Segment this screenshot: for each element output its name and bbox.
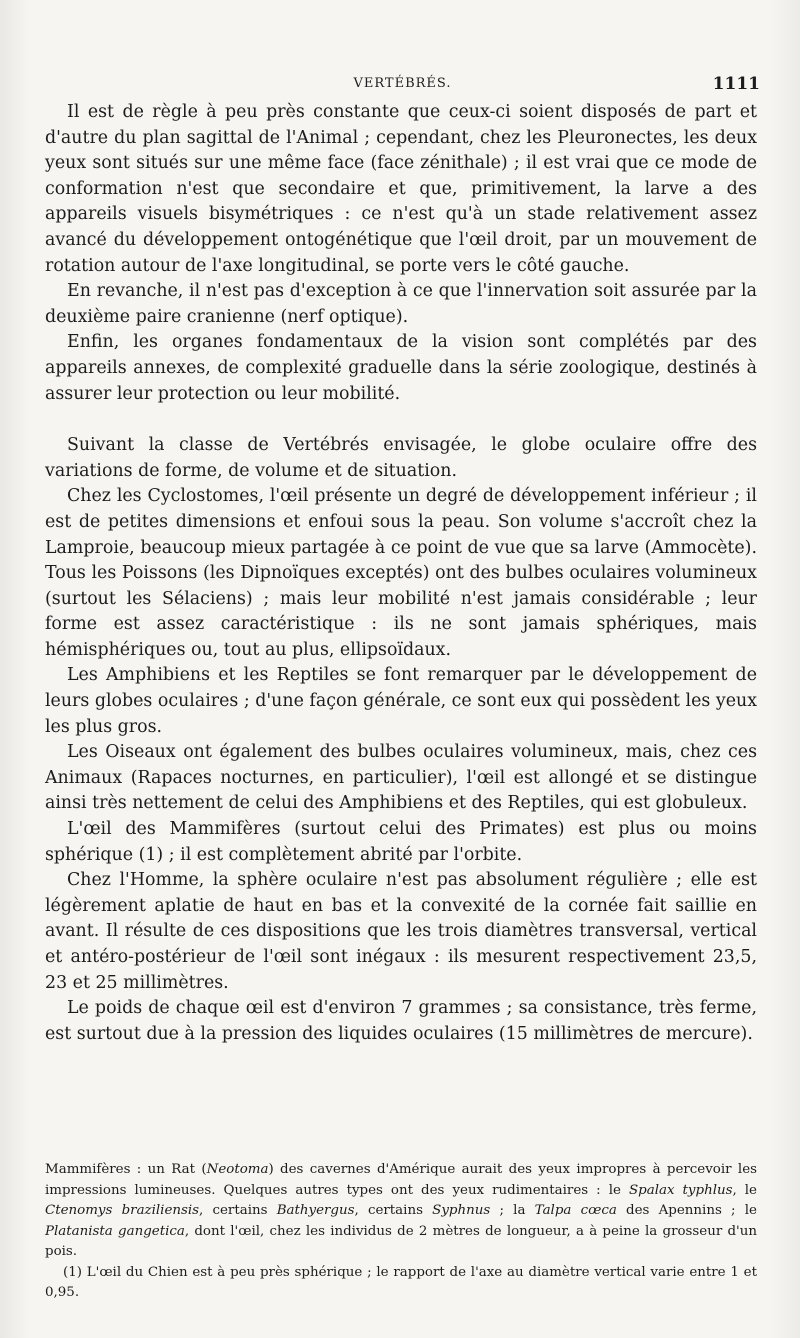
italic-term: Ctenomys braziliensis [45, 1203, 200, 1218]
italic-term: Spalax typhlus [628, 1182, 733, 1198]
paragraph [45, 100, 757, 279]
footnote [45, 1263, 757, 1304]
italic-term: Platanista gangetica [45, 1223, 185, 1239]
paragraph [45, 433, 757, 484]
text-run: Il est de règle à peu près constante que ceux-ci soient disposés de part et d'autre du plan sagittal de l'Animal ; cependant, chez les Pleuronectes, les deux yeux sont situés sur une même face (face zénithale) ; il est vrai que ce mode de conformation n'est que secondaire et que, primitivement, la larve a des appareils visuels bisymétriques : ce n'est qu'à un stade relativement assez avancé du développement ontogénétique que l'œil droit, par un mouvement de rotation autour de l'axe longitudinal, se porte vers le côté gauche. [45, 102, 757, 276]
running-title: VERTÉBRÉS. [353, 76, 452, 91]
paragraph [45, 740, 757, 817]
text-run: En revanche, il n'est pas d'exception à ce que l'innervation soit assurée par la deuxième paire cranienne (nerf optique). [45, 281, 757, 327]
main-text [45, 100, 757, 1047]
text-run: ; la [490, 1203, 535, 1218]
text-run: Le poids de chaque œil est d'environ 7 grammes ; sa consistance, très ferme, est surtout due à la pression des liquides oculaires (15 millimètres de mercure). [45, 998, 757, 1044]
text-run: , dont l'œil, chez les individus de 2 mètres de longueur, a à peine la grosseur d'un pois. [45, 1223, 757, 1259]
footnote [45, 1160, 757, 1263]
paragraph [45, 330, 757, 407]
italic-term: Syphnus [432, 1203, 491, 1218]
text-run: Suivant la classe de Vertébrés envisagée, le globe oculaire offre des variations de forme, de volume et de situation. [45, 435, 757, 481]
italic-term: Bathyergus [276, 1203, 355, 1218]
text-run: Mammifères : un Rat ( [45, 1162, 207, 1177]
text-run: ) des cavernes d'Amérique aurait des yeux impropres à percevoir les impressions lumineuses. Quelques autres types ont des yeux rudimentaires : le [45, 1162, 757, 1198]
text-run: Enfin, les organes fondamentaux de la vision sont complétés par des appareils annexes, de complexité graduelle dans la série zoologique, destinés à assurer leur protection ou leur mobilité. [45, 332, 757, 404]
text-run: (1) L'œil du Chien est à peu près sphérique ; le rapport de l'axe au diamètre vertical varie entre 1 et 0,95. [45, 1264, 757, 1300]
italic-term: Neotoma [206, 1162, 269, 1177]
paragraph [45, 279, 757, 330]
text-run: , certains [354, 1203, 433, 1218]
text-run: Les Amphibiens et les Reptiles se font remarquer par le développement de leurs globes oculaires ; d'une façon générale, ce sont eux qui possèdent les yeux les plus gros. [45, 665, 757, 737]
page-number: 1111 [712, 74, 760, 94]
text-run: , certains [199, 1203, 277, 1218]
paragraph [45, 663, 757, 740]
text-run: L'œil des Mammifères (surtout celui des Primates) est plus ou moins sphérique (1) ; il est complètement abrité par l'orbite. [45, 819, 757, 865]
text-run: des Apennins ; le [616, 1203, 757, 1218]
paragraph [45, 996, 757, 1047]
text-run: , le [732, 1182, 757, 1198]
footnotes [45, 1160, 757, 1304]
paragraph [45, 817, 757, 868]
paragraph [45, 868, 757, 996]
paragraph [45, 484, 757, 663]
text-run: Chez les Cyclostomes, l'œil présente un degré de développement inférieur ; il est de petites dimensions et enfoui sous la peau. Son volume s'accroît chez la Lamproie, beaucoup mieux partagée à ce point de vue que sa larve (Ammocète). Tous les Poissons (les Dipnoïques exceptés) ont des bulbes oculaires volumineux (surtout les Sélaciens) ; mais leur mobilité n'est jamais considérable ; leur forme est assez caractéristique : ils ne sont jamais sphériques, mais hémisphériques ou, tout au plus, ellipsoïdaux. [45, 486, 757, 660]
text-run: Chez l'Homme, la sphère oculaire n'est pas absolument régulière ; elle est légèrement aplatie de haut en bas et la convexité de la cornée fait saillie en avant. Il résulte de ces dispositions que les trois diamètres transversal, vertical et antéro-postérieur de l'œil sont inégaux : ils mesurent respectivement 23,5, 23 et 25 millimètres. [45, 870, 757, 993]
italic-term: Talpa cœca [534, 1203, 617, 1218]
page-header [45, 70, 760, 94]
text-run: Les Oiseaux ont également des bulbes oculaires volumineux, mais, chez ces Animaux (Rapaces nocturnes, en particulier), l'œil est allongé et se distingue ainsi très nettement de celui des Amphibiens et des Reptiles, qui est globuleux. [45, 742, 757, 814]
